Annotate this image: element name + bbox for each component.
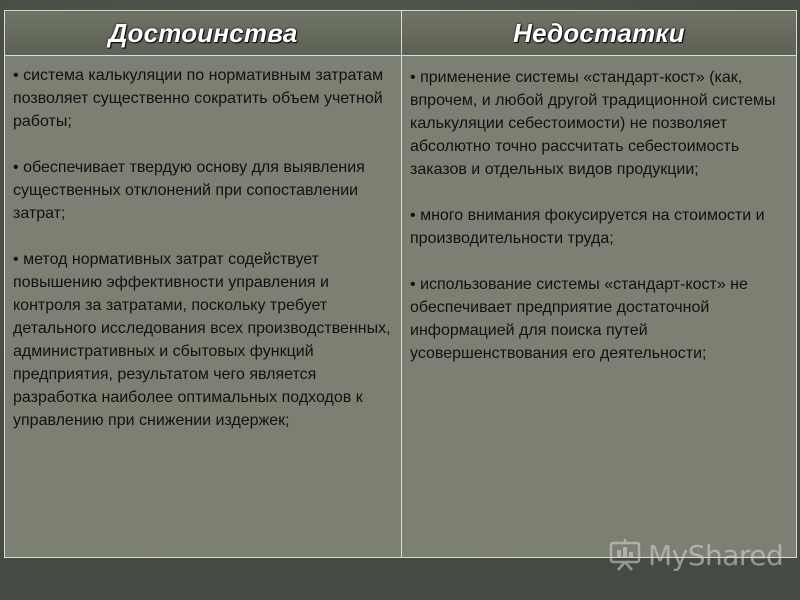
advantage-item — [13, 156, 391, 225]
advantage-item — [13, 64, 391, 133]
advantage-text: система калькуляции по нормативным затратам позволяет существенно сократить объем учетной работы; — [13, 67, 384, 130]
table-header-row — [5, 11, 797, 56]
bullet: • — [13, 251, 19, 268]
disadvantage-text: использование системы «стандарт-кост» не обеспечивает предприятие достаточной информацией для поиска путей усовершенствования его деятельности; — [410, 276, 748, 362]
table-body-row — [5, 56, 797, 558]
disadvantage-text: применение системы «стандарт-кост» (как, впрочем, и любой другой традиционной системы калькуляции себестоимости) не позволяет абсолютно точно рассчитать себестоимость заказов и отдельных видов продукции; — [410, 69, 776, 178]
bullet: • — [410, 276, 416, 293]
disadvantage-text: много внимания фокусируется на стоимости и производительности труда; — [410, 207, 765, 247]
comparison-table — [4, 10, 797, 558]
advantage-text: метод нормативных затрат содействует повышению эффективности управления и контроля за затратами, поскольку требует детального исследования всех производственных, административных и сбытовых функций предприятия, результатом чего является разработка наиболее оптимальных подходов к управлению при снижении издержек; — [13, 251, 391, 429]
advantages-cell — [5, 56, 402, 558]
bullet: • — [410, 69, 416, 86]
myshared-watermark — [608, 533, 788, 577]
disadvantages-cell — [402, 56, 797, 558]
bullet: • — [13, 159, 19, 176]
bullet: • — [13, 67, 19, 84]
presentation-board-icon — [608, 538, 642, 572]
disadvantage-item — [410, 66, 788, 181]
watermark-text: MyShared — [648, 538, 784, 572]
disadvantage-item — [410, 204, 788, 250]
bullet: • — [410, 207, 416, 224]
advantages-header: Достоинства — [5, 11, 402, 56]
disadvantages-header: Недостатки — [402, 11, 797, 56]
advantage-text: обеспечивает твердую основу для выявления существенных отклонений при сопоставлении затрат; — [13, 159, 365, 222]
advantage-item — [13, 248, 391, 432]
disadvantage-item — [410, 273, 788, 365]
